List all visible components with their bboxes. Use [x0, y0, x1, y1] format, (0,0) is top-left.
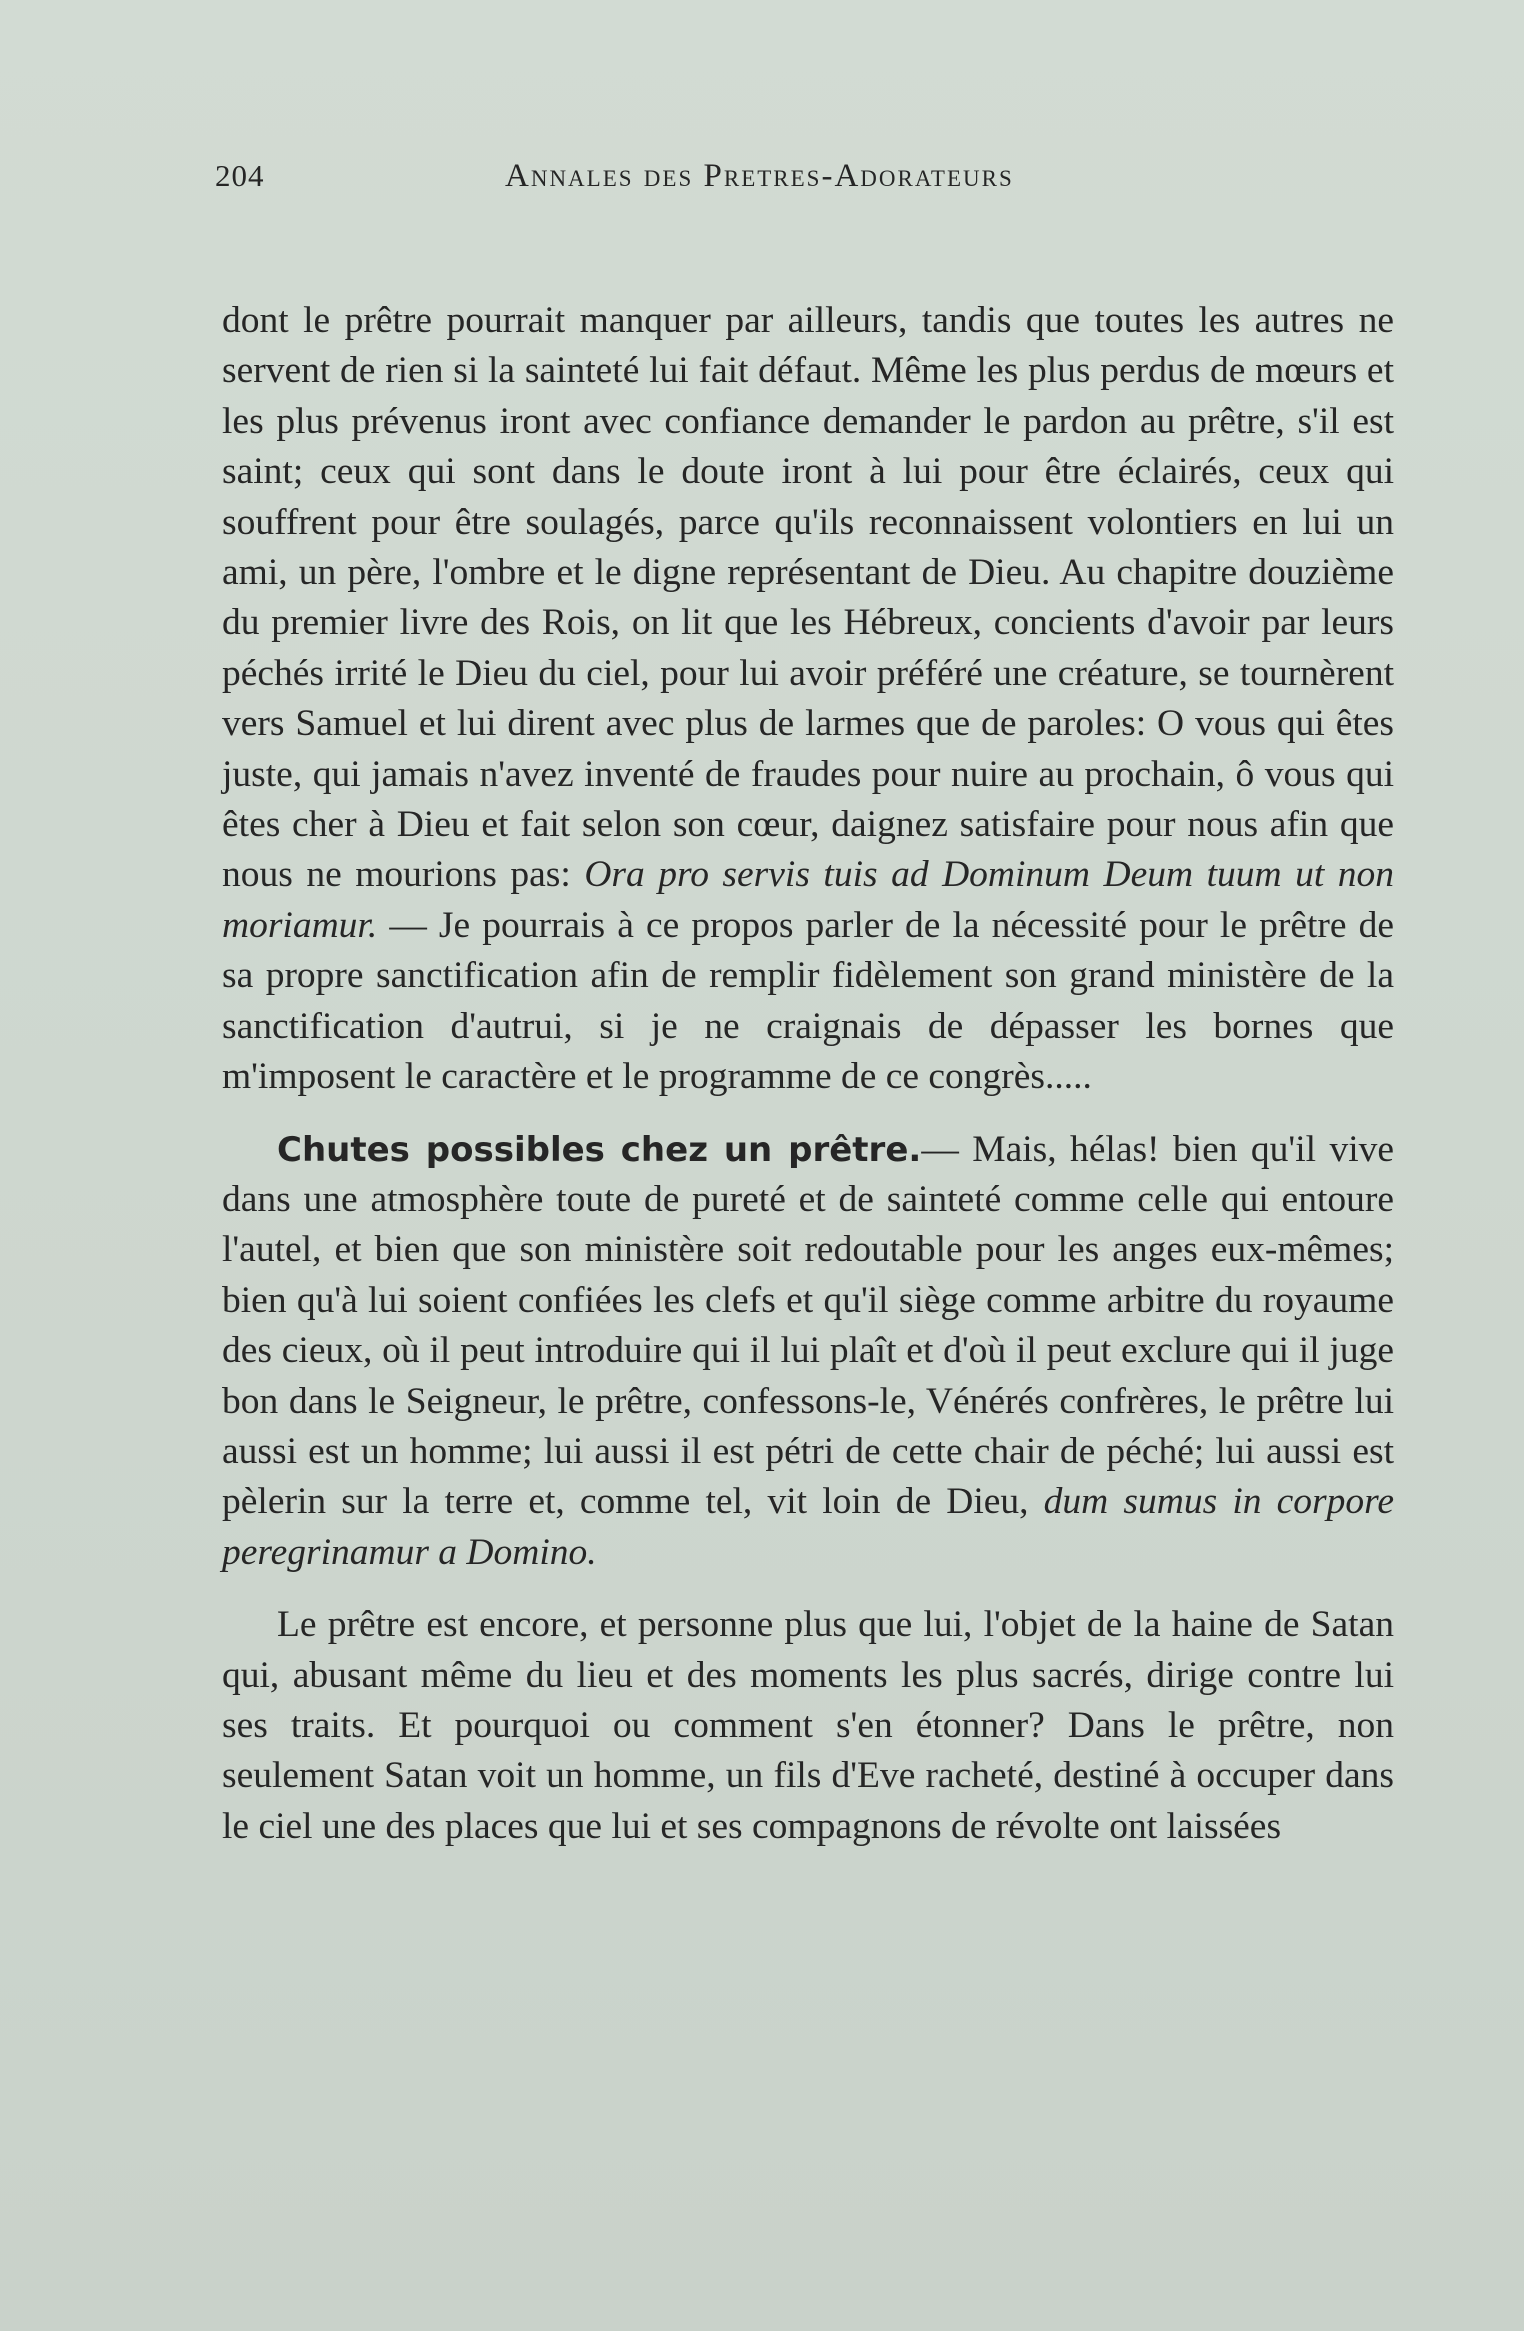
paragraph: [222, 1600, 1394, 1852]
running-title: Annales des Pretres-Adorateurs: [505, 158, 1014, 194]
page-header: [215, 150, 1405, 200]
page-number: 204: [215, 158, 265, 193]
latin-quote: dum sumus in corpore peregrinamur a Domino.: [222, 1481, 1394, 1573]
paragraph-text: — Je pourrais à ce propos parler de la nécessité pour le prêtre de sa propre sanctification afin de remplir fidèlement son grand ministère de la sanctification d'autrui, si je ne craignais de dépasser les bornes que m'imposent le caractère et le programme de ce congrès.....: [222, 904, 1394, 1098]
paragraph-text: — Mais, hélas! bien qu'il vive dans une atmosphère toute de pureté et de sainteté comme celle qui entoure l'autel, et bien que son ministère soit redoutable pour les anges eux-mêmes; bien qu'à lui soient confiées les clefs et qu'il siège comme arbitre du royaume des cieux, où il peut introduire qui il lui plaît et d'où il peut exclure qui il juge bon dans le Seigneur, le prêtre, confessons-le, Vénérés confrères, le prêtre lui aussi est un homme; lui aussi il est pétri de cette chair de péché; lui aussi est pèlerin sur la terre et, comme tel, vit loin de Dieu,: [222, 1128, 1395, 1523]
section-heading: Chutes possibles chez un prêtre.: [277, 1129, 922, 1170]
paragraph: [222, 296, 1394, 1103]
paragraph-text: dont le prêtre pourrait manquer par ailleurs, tandis que toutes les autres ne servent de rien si la sainteté lui fait défaut. Même les plus perdus de mœurs et les plus prévenus iront avec confiance demander le pardon au prêtre, s'il est saint; ceux qui sont dans le doute iront à lui pour être éclairés, ceux qui souffrent pour être soulagés, parce qu'ils reconnaissent volontiers en lui un ami, un père, l'ombre et le digne représentant de Dieu. Au chapitre douzième du premier livre des Rois, on lit que les Hébreux, concients d'avoir par leurs péchés irrité le Dieu du ciel, pour lui avoir préféré une créature, se tournèrent vers Samuel et lui dirent avec plus de larmes que de paroles: O vous qui êtes juste, qui jamais n'avez inventé de fraudes pour nuire au prochain, ô vous qui êtes cher à Dieu et fait selon son cœur, daignez satisfaire pour nous afin que nous ne mourions pas:: [222, 300, 1394, 896]
latin-quote: Ora pro servis tuis ad Dominum Deum tuum ut non moriamur.: [222, 854, 1394, 946]
body-text: [222, 296, 1394, 1852]
paragraph: [222, 1125, 1394, 1579]
paragraph-text: Le prêtre est encore, et personne plus que lui, l'objet de la haine de Satan qui, abusant même du lieu et des moments les plus sacrés, dirige contre lui ses traits. Et pourquoi ou comment s'en étonner? Dans le prêtre, non seulement Satan voit un homme, un fils d'Eve racheté, destiné à occuper dans le ciel une des places que lui et ses compagnons de révolte ont laissées: [222, 1604, 1394, 1847]
